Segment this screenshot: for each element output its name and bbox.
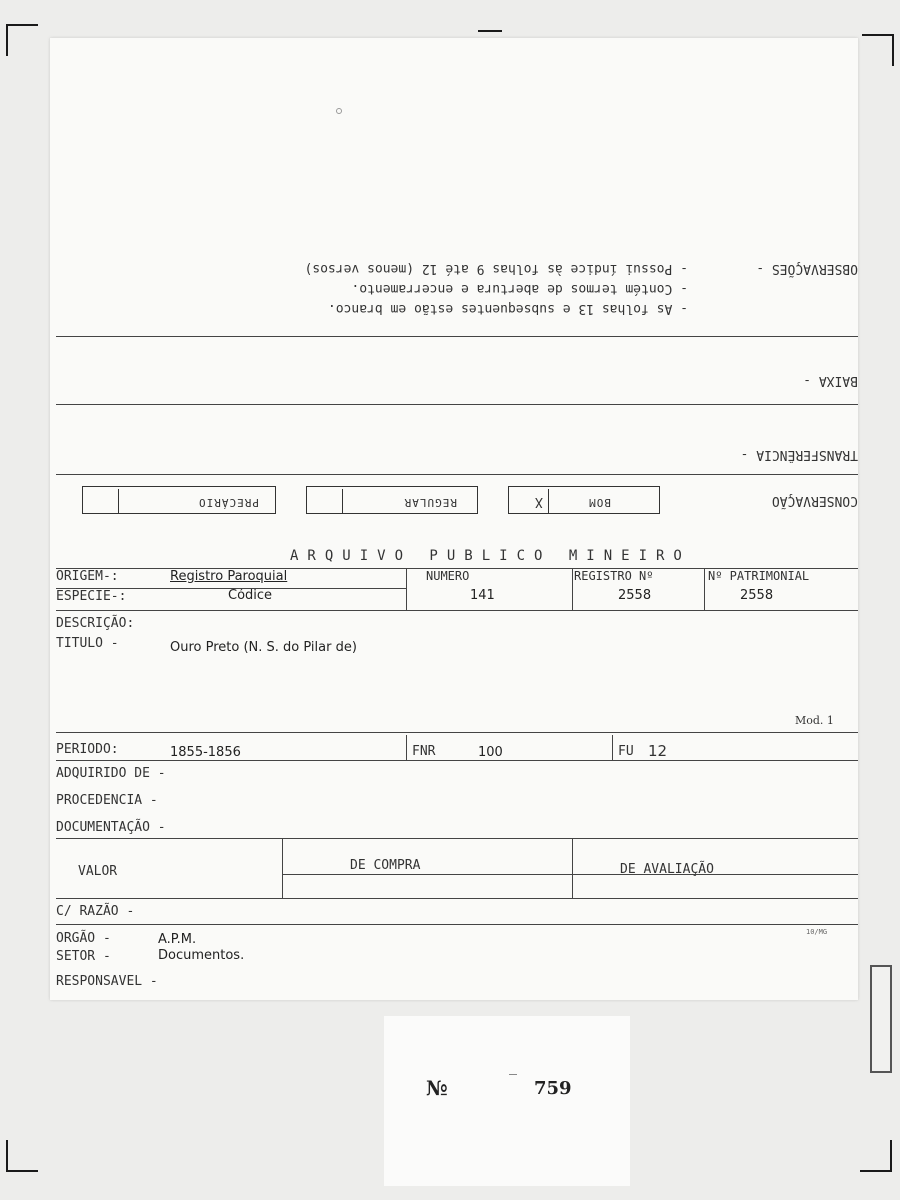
numero-value: 141 [470,588,495,603]
registro-value: 2558 [618,588,652,603]
observacoes-line-3: - As folhas 13 e subsequentes estão em branco. [327,301,688,316]
conservacao-label: CONSERVAÇÃO [771,493,858,508]
fnr-label: FNR [412,744,436,759]
stamp-dash [509,1074,517,1075]
divider [56,336,858,337]
number-stamp [384,1016,630,1186]
orgao-value: A.P.M. [158,932,197,947]
conservacao-regular-field[interactable] [306,486,478,514]
divider [56,404,858,405]
descricao-label: DESCRIÇÃO: [56,616,135,631]
divider [56,732,858,733]
conservacao-section [56,484,858,516]
periodo-value: 1855-1856 [170,745,241,760]
stamp-number: 759 [534,1078,572,1099]
baixa-label: BAIXA - [803,373,858,388]
conservacao-precario-field[interactable] [82,486,276,514]
fu-label: FU [618,744,634,759]
grid-line [572,568,573,610]
bom-label: BOM [588,496,611,509]
punch-dot [336,108,342,114]
numero-label: NUMERO [426,569,470,583]
fnr-value: 100 [478,745,503,760]
grid-line [612,735,613,760]
observacoes-line-2: - Contém termos de abertura e encerramento. [351,281,688,296]
precario-checkbox[interactable] [100,489,119,513]
orgao-label: ORGÃO - [56,931,111,946]
documentacao-label: DOCUMENTAÇÃO - [56,820,166,835]
catalog-card [50,38,858,1000]
procedencia-label: PROCEDENCIA - [56,793,158,808]
archive-title: ARQUIVO PUBLICO MINEIRO [290,548,691,564]
patrimonial-value: 2558 [740,588,774,603]
titulo-label: TITULO - [56,636,119,651]
observacoes-label: OBSERVAÇÕES - [756,261,858,276]
grid-line [572,838,573,898]
divider [56,588,406,589]
de-avaliacao-label: DE AVALIAÇÃO [620,862,714,877]
grid-line [406,568,407,610]
razao-label: C/ RAZÃO - [56,904,135,919]
divider [56,838,858,839]
observacoes-section [56,252,858,322]
transferencia-label: TRANSFERÊNCIA - [740,447,858,462]
bom-checkbox[interactable]: X [530,489,549,513]
registro-label: REGISTRO Nº [574,569,654,583]
origem-label: ORIGEM-: [56,569,119,584]
setor-value: Documentos. [158,948,245,963]
especie-value: Códice [228,588,273,603]
divider [282,874,858,875]
divider [56,760,858,761]
corner-code: 10/MG [806,928,828,936]
crop-mark-top-left [6,24,38,56]
responsavel-label: RESPONSAVEL - [56,974,158,989]
crop-mark-bottom-left [6,1140,38,1172]
precario-label: PRECÁRIO [198,496,259,509]
crop-mark-top-right [862,34,894,66]
divider [56,898,858,899]
divider [56,474,858,475]
observacoes-line-1: - Possui índice às folhas 9 até 12 (menos versos) [304,261,688,276]
origem-value: Registro Paroquial [170,569,288,584]
conservacao-bom-field[interactable] [508,486,660,514]
crop-mark-bottom-right [860,1140,892,1172]
valor-label: VALOR [78,864,118,879]
periodo-label: PERIODO: [56,742,119,757]
grid-line [704,568,705,610]
grid-line [406,735,407,760]
especie-label: ESPECIE-: [56,589,127,604]
fu-value: 12 [648,742,668,760]
scan-side-tab [870,965,892,1073]
divider [56,610,858,611]
titulo-value: Ouro Preto (N. S. do Pilar de) [170,640,357,655]
divider [56,924,858,925]
regular-checkbox[interactable] [324,489,343,513]
crop-mark-top-center [478,30,502,32]
adquirido-label: ADQUIRIDO DE - [56,766,166,781]
number-symbol: № [426,1076,448,1100]
patrimonial-label: Nº PATRIMONIAL [708,569,810,583]
baixa-section [56,368,858,392]
de-compra-label: DE COMPRA [350,858,421,873]
grid-line [282,838,283,898]
mod-label: Mod. 1 [795,714,834,727]
transferencia-section [56,442,858,466]
regular-label: REGULAR [403,496,457,509]
setor-label: SETOR - [56,949,111,964]
